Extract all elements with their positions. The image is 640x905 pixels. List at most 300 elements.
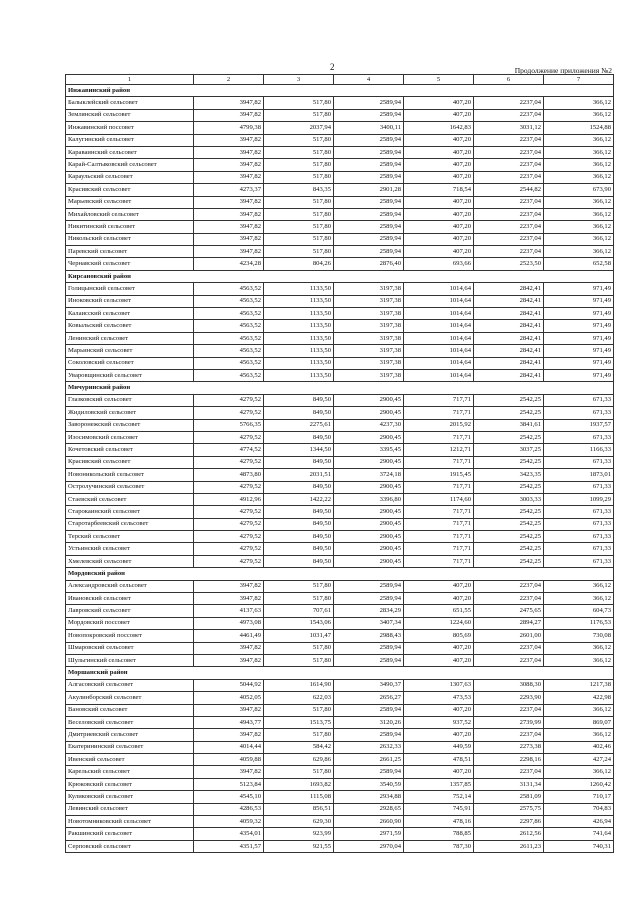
table-row [66,531,614,543]
table-row [66,642,614,654]
value-cell: 2900,45 [334,431,404,443]
value-cell: 2037,94 [264,122,334,134]
table-row [66,506,614,518]
value-cell: 2237,04 [474,729,544,741]
value-cell: 2842,41 [474,369,544,381]
value-cell: 2031,51 [264,469,334,481]
district-row [66,568,614,580]
settlement-name: Устьинский сельсовет [66,543,194,555]
table-row [66,840,614,852]
settlement-name: Шмаровский сельсовет [66,642,194,654]
value-cell: 1357,85 [404,778,474,790]
value-cell: 1133,50 [264,369,334,381]
value-cell: 3947,82 [194,233,264,245]
column-number: 6 [474,75,544,85]
value-cell: 1543,06 [264,617,334,629]
table-row [66,828,614,840]
value-cell: 473,53 [404,692,474,704]
value-cell: 718,54 [404,184,474,196]
value-cell: 4461,49 [194,630,264,642]
value-cell: 407,20 [404,208,474,220]
value-cell: 805,69 [404,630,474,642]
value-cell: 4279,52 [194,531,264,543]
value-cell: 366,12 [544,221,614,233]
settlement-name: Веселовский сельсовет [66,716,194,728]
value-cell: 1014,64 [404,332,474,344]
value-cell: 366,12 [544,654,614,666]
value-cell: 2589,94 [334,642,404,654]
value-cell: 717,71 [404,481,474,493]
value-cell: 3407,34 [334,617,404,629]
table-row [66,444,614,456]
settlement-name: Карельский сельсовет [66,766,194,778]
value-cell: 1014,64 [404,295,474,307]
value-cell: 2475,65 [474,605,544,617]
value-cell: 843,35 [264,184,334,196]
value-cell: 1014,64 [404,357,474,369]
value-cell: 2612,56 [474,828,544,840]
district-name: Мордовский район [66,568,614,580]
value-cell: 2589,94 [334,704,404,716]
value-cell: 2237,04 [474,109,544,121]
value-cell: 849,50 [264,481,334,493]
value-cell: 366,12 [544,580,614,592]
settlement-name: Терский сельсовет [66,531,194,543]
settlement-name: Вановский сельсовет [66,704,194,716]
value-cell: 407,20 [404,233,474,245]
value-cell: 407,20 [404,246,474,258]
settlement-name: Глазковский сельсовет [66,394,194,406]
table-row [66,357,614,369]
settlement-name: Хмелевский сельсовет [66,555,194,567]
settlement-name: Изосимовский сельсовет [66,431,194,443]
value-cell: 2601,00 [474,630,544,642]
column-number: 5 [404,75,474,85]
value-cell: 2589,94 [334,233,404,245]
value-cell: 2842,41 [474,332,544,344]
value-cell: 740,31 [544,840,614,852]
value-cell: 629,86 [264,754,334,766]
value-cell: 4799,38 [194,122,264,134]
value-cell: 804,26 [264,258,334,270]
value-cell: 3396,80 [334,493,404,505]
value-cell: 366,12 [544,729,614,741]
settlement-name: Чернавский сельсовет [66,258,194,270]
value-cell: 4279,52 [194,481,264,493]
value-cell: 671,33 [544,518,614,530]
column-number: 3 [264,75,334,85]
settlement-name: Карай-Салтыковский сельсовет [66,159,194,171]
column-number: 7 [544,75,614,85]
value-cell: 3423,35 [474,469,544,481]
value-cell: 426,94 [544,816,614,828]
value-cell: 2900,45 [334,543,404,555]
value-cell: 3947,82 [194,146,264,158]
value-cell: 4563,52 [194,295,264,307]
settlement-name: Балыклейский сельсовет [66,97,194,109]
settlement-name: Караваинский сельсовет [66,146,194,158]
value-cell: 2611,23 [474,840,544,852]
value-cell: 2237,04 [474,593,544,605]
value-cell: 2589,94 [334,97,404,109]
value-cell: 4014,44 [194,741,264,753]
district-row [66,270,614,282]
value-cell: 366,12 [544,593,614,605]
value-cell: 517,80 [264,146,334,158]
value-cell: 3088,30 [474,679,544,691]
table-row [66,543,614,555]
value-cell: 2589,94 [334,159,404,171]
value-cell: 673,90 [544,184,614,196]
value-cell: 2237,04 [474,766,544,778]
value-cell: 4059,32 [194,816,264,828]
value-cell: 2237,04 [474,134,544,146]
table-row [66,630,614,642]
settlement-name: Заворонежский сельсовет [66,419,194,431]
value-cell: 1513,75 [264,716,334,728]
value-cell: 4052,05 [194,692,264,704]
value-cell: 1133,50 [264,357,334,369]
value-cell: 407,20 [404,146,474,158]
value-cell: 4563,52 [194,345,264,357]
table-row [66,654,614,666]
value-cell: 849,50 [264,543,334,555]
table-row [66,791,614,803]
value-cell: 2900,45 [334,531,404,543]
value-cell: 2275,61 [264,419,334,431]
value-cell: 849,50 [264,456,334,468]
value-cell: 2542,25 [474,456,544,468]
table-row [66,716,614,728]
table-row [66,208,614,220]
settlement-name: Лавровский сельсовет [66,605,194,617]
value-cell: 517,80 [264,233,334,245]
value-cell: 1260,42 [544,778,614,790]
value-cell: 693,66 [404,258,474,270]
value-cell: 717,71 [404,456,474,468]
value-cell: 1031,47 [264,630,334,642]
settlement-name: Ковыльский сельсовет [66,320,194,332]
value-cell: 2589,94 [334,654,404,666]
value-cell: 407,20 [404,642,474,654]
value-cell: 3947,82 [194,171,264,183]
value-cell: 3947,82 [194,704,264,716]
value-cell: 2834,29 [334,605,404,617]
value-cell: 1115,08 [264,791,334,803]
value-cell: 971,49 [544,369,614,381]
value-cell: 849,50 [264,506,334,518]
value-cell: 3490,37 [334,679,404,691]
value-cell: 4279,52 [194,518,264,530]
value-cell: 5044,92 [194,679,264,691]
value-cell: 1873,01 [544,469,614,481]
value-cell: 2237,04 [474,221,544,233]
value-cell: 4912,96 [194,493,264,505]
settlement-name: Михайловский сельсовет [66,208,194,220]
value-cell: 717,71 [404,506,474,518]
value-cell: 3197,38 [334,295,404,307]
value-cell: 3724,18 [334,469,404,481]
continuation-note: Продолжение приложения №2 [514,66,612,75]
value-cell: 2015,92 [404,419,474,431]
settlement-name: Иноковский сельсовет [66,295,194,307]
value-cell: 1133,50 [264,332,334,344]
value-cell: 517,80 [264,159,334,171]
table-row [66,456,614,468]
value-cell: 366,12 [544,146,614,158]
table-row [66,729,614,741]
value-cell: 2581,09 [474,791,544,803]
table-row [66,109,614,121]
value-cell: 407,20 [404,654,474,666]
value-cell: 2589,94 [334,580,404,592]
value-cell: 671,33 [544,456,614,468]
value-cell: 3197,38 [334,369,404,381]
table-row [66,369,614,381]
value-cell: 366,12 [544,196,614,208]
value-cell: 4279,52 [194,506,264,518]
value-cell: 2237,04 [474,246,544,258]
value-cell: 4279,52 [194,456,264,468]
value-cell: 971,49 [544,357,614,369]
value-cell: 2544,82 [474,184,544,196]
value-cell: 422,98 [544,692,614,704]
table-row [66,419,614,431]
settlement-name: Екатерининский сельсовет [66,741,194,753]
value-cell: 2900,45 [334,407,404,419]
table-row [66,816,614,828]
table-row [66,741,614,753]
value-cell: 4563,52 [194,357,264,369]
value-cell: 2273,38 [474,741,544,753]
value-cell: 3947,82 [194,246,264,258]
value-cell: 3031,12 [474,122,544,134]
value-cell: 2589,94 [334,171,404,183]
value-cell: 2237,04 [474,159,544,171]
value-cell: 2237,04 [474,171,544,183]
value-cell: 4279,52 [194,431,264,443]
value-cell: 2589,94 [334,134,404,146]
value-cell: 3197,38 [334,308,404,320]
table-row [66,283,614,295]
value-cell: 366,12 [544,171,614,183]
value-cell: 2237,04 [474,196,544,208]
value-cell: 366,12 [544,159,614,171]
value-cell: 2589,94 [334,766,404,778]
district-name: Мичуринский район [66,382,614,394]
value-cell: 517,80 [264,109,334,121]
value-cell: 849,50 [264,531,334,543]
table-row [66,233,614,245]
settlement-name: Караульский сельсовет [66,171,194,183]
table-row [66,431,614,443]
table-row [66,196,614,208]
value-cell: 2589,94 [334,729,404,741]
table-row [66,469,614,481]
column-number-row [66,75,614,85]
value-cell: 1133,50 [264,283,334,295]
table-row [66,332,614,344]
value-cell: 2575,75 [474,803,544,815]
value-cell: 651,55 [404,605,474,617]
value-cell: 2523,50 [474,258,544,270]
value-cell: 366,12 [544,97,614,109]
value-cell: 517,80 [264,246,334,258]
settlement-name: Крюковский сельсовет [66,778,194,790]
value-cell: 2589,94 [334,196,404,208]
value-cell: 2660,90 [334,816,404,828]
value-cell: 407,20 [404,593,474,605]
settlement-name: Ракшинский сельсовет [66,828,194,840]
value-cell: 407,20 [404,704,474,716]
settlement-name: Никольский сельсовет [66,233,194,245]
value-cell: 4279,52 [194,407,264,419]
value-cell: 869,07 [544,716,614,728]
value-cell: 517,80 [264,729,334,741]
value-cell: 671,33 [544,481,614,493]
settlement-name: Стаевский сельсовет [66,493,194,505]
value-cell: 449,59 [404,741,474,753]
column-number: 1 [66,75,194,85]
value-cell: 3947,82 [194,109,264,121]
table-body [66,75,614,853]
settlement-name: Серповский сельсовет [66,840,194,852]
value-cell: 2876,40 [334,258,404,270]
settlement-name: Кочетовский сельсовет [66,444,194,456]
value-cell: 2900,45 [334,518,404,530]
settlement-name: Жидиловский сельсовет [66,407,194,419]
settlement-name: Акулинборский сельсовет [66,692,194,704]
value-cell: 671,33 [544,431,614,443]
value-cell: 1217,38 [544,679,614,691]
value-cell: 3947,82 [194,134,264,146]
value-cell: 2970,04 [334,840,404,852]
value-cell: 3947,82 [194,159,264,171]
value-cell: 971,49 [544,345,614,357]
value-cell: 407,20 [404,159,474,171]
value-cell: 1307,63 [404,679,474,691]
table-row [66,704,614,716]
value-cell: 2542,25 [474,531,544,543]
value-cell: 856,51 [264,803,334,815]
value-cell: 2842,41 [474,320,544,332]
settlement-name: Алгасовский сельсовет [66,679,194,691]
value-cell: 1614,90 [264,679,334,691]
table-row [66,221,614,233]
value-cell: 652,58 [544,258,614,270]
district-row [66,667,614,679]
value-cell: 4286,53 [194,803,264,815]
value-cell: 3131,34 [474,778,544,790]
value-cell: 2542,25 [474,506,544,518]
value-cell: 2237,04 [474,208,544,220]
settlement-name: Инжавинский поссовет [66,122,194,134]
value-cell: 2237,04 [474,146,544,158]
value-cell: 2542,25 [474,407,544,419]
value-cell: 407,20 [404,729,474,741]
value-cell: 671,33 [544,506,614,518]
value-cell: 4237,30 [334,419,404,431]
value-cell: 517,80 [264,580,334,592]
value-cell: 1937,57 [544,419,614,431]
district-row [66,382,614,394]
table-row [66,754,614,766]
value-cell: 2739,99 [474,716,544,728]
value-cell: 366,12 [544,766,614,778]
value-cell: 704,83 [544,803,614,815]
value-cell: 3197,38 [334,332,404,344]
value-cell: 4354,01 [194,828,264,840]
settlement-name: Никитинский сельсовет [66,221,194,233]
value-cell: 971,49 [544,308,614,320]
value-cell: 517,80 [264,208,334,220]
table-row [66,146,614,158]
settlement-name: Новотомниковский сельсовет [66,816,194,828]
table-row [66,122,614,134]
table-row [66,481,614,493]
value-cell: 407,20 [404,109,474,121]
value-cell: 1212,71 [404,444,474,456]
value-cell: 2589,94 [334,593,404,605]
value-cell: 1014,64 [404,345,474,357]
value-cell: 1133,50 [264,320,334,332]
value-cell: 1133,50 [264,295,334,307]
table-row [66,134,614,146]
value-cell: 366,12 [544,642,614,654]
value-cell: 971,49 [544,295,614,307]
value-cell: 4137,63 [194,605,264,617]
value-cell: 717,71 [404,543,474,555]
value-cell: 2293,90 [474,692,544,704]
value-cell: 517,80 [264,654,334,666]
value-cell: 4563,52 [194,283,264,295]
value-cell: 2656,27 [334,692,404,704]
value-cell: 3947,82 [194,97,264,109]
value-cell: 4234,28 [194,258,264,270]
value-cell: 1174,60 [404,493,474,505]
value-cell: 2842,41 [474,345,544,357]
value-cell: 1176,53 [544,617,614,629]
value-cell: 1642,83 [404,122,474,134]
value-cell: 407,20 [404,221,474,233]
value-cell: 2589,94 [334,246,404,258]
table-row [66,184,614,196]
table-row [66,394,614,406]
settlement-name: Левинский сельсовет [66,803,194,815]
value-cell: 2237,04 [474,654,544,666]
settlement-name: Голицынский сельсовет [66,283,194,295]
value-cell: 2542,25 [474,555,544,567]
value-cell: 741,64 [544,828,614,840]
table-row [66,159,614,171]
value-cell: 849,50 [264,394,334,406]
value-cell: 730,08 [544,630,614,642]
district-row [66,85,614,97]
value-cell: 1224,60 [404,617,474,629]
settlement-name: Старокаинский сельсовет [66,506,194,518]
value-cell: 849,50 [264,518,334,530]
value-cell: 4563,52 [194,332,264,344]
table-row [66,778,614,790]
value-cell: 671,33 [544,531,614,543]
value-cell: 707,61 [264,605,334,617]
value-cell: 2632,33 [334,741,404,753]
value-cell: 4563,52 [194,320,264,332]
value-cell: 478,16 [404,816,474,828]
value-cell: 4351,57 [194,840,264,852]
value-cell: 671,33 [544,555,614,567]
value-cell: 2988,43 [334,630,404,642]
